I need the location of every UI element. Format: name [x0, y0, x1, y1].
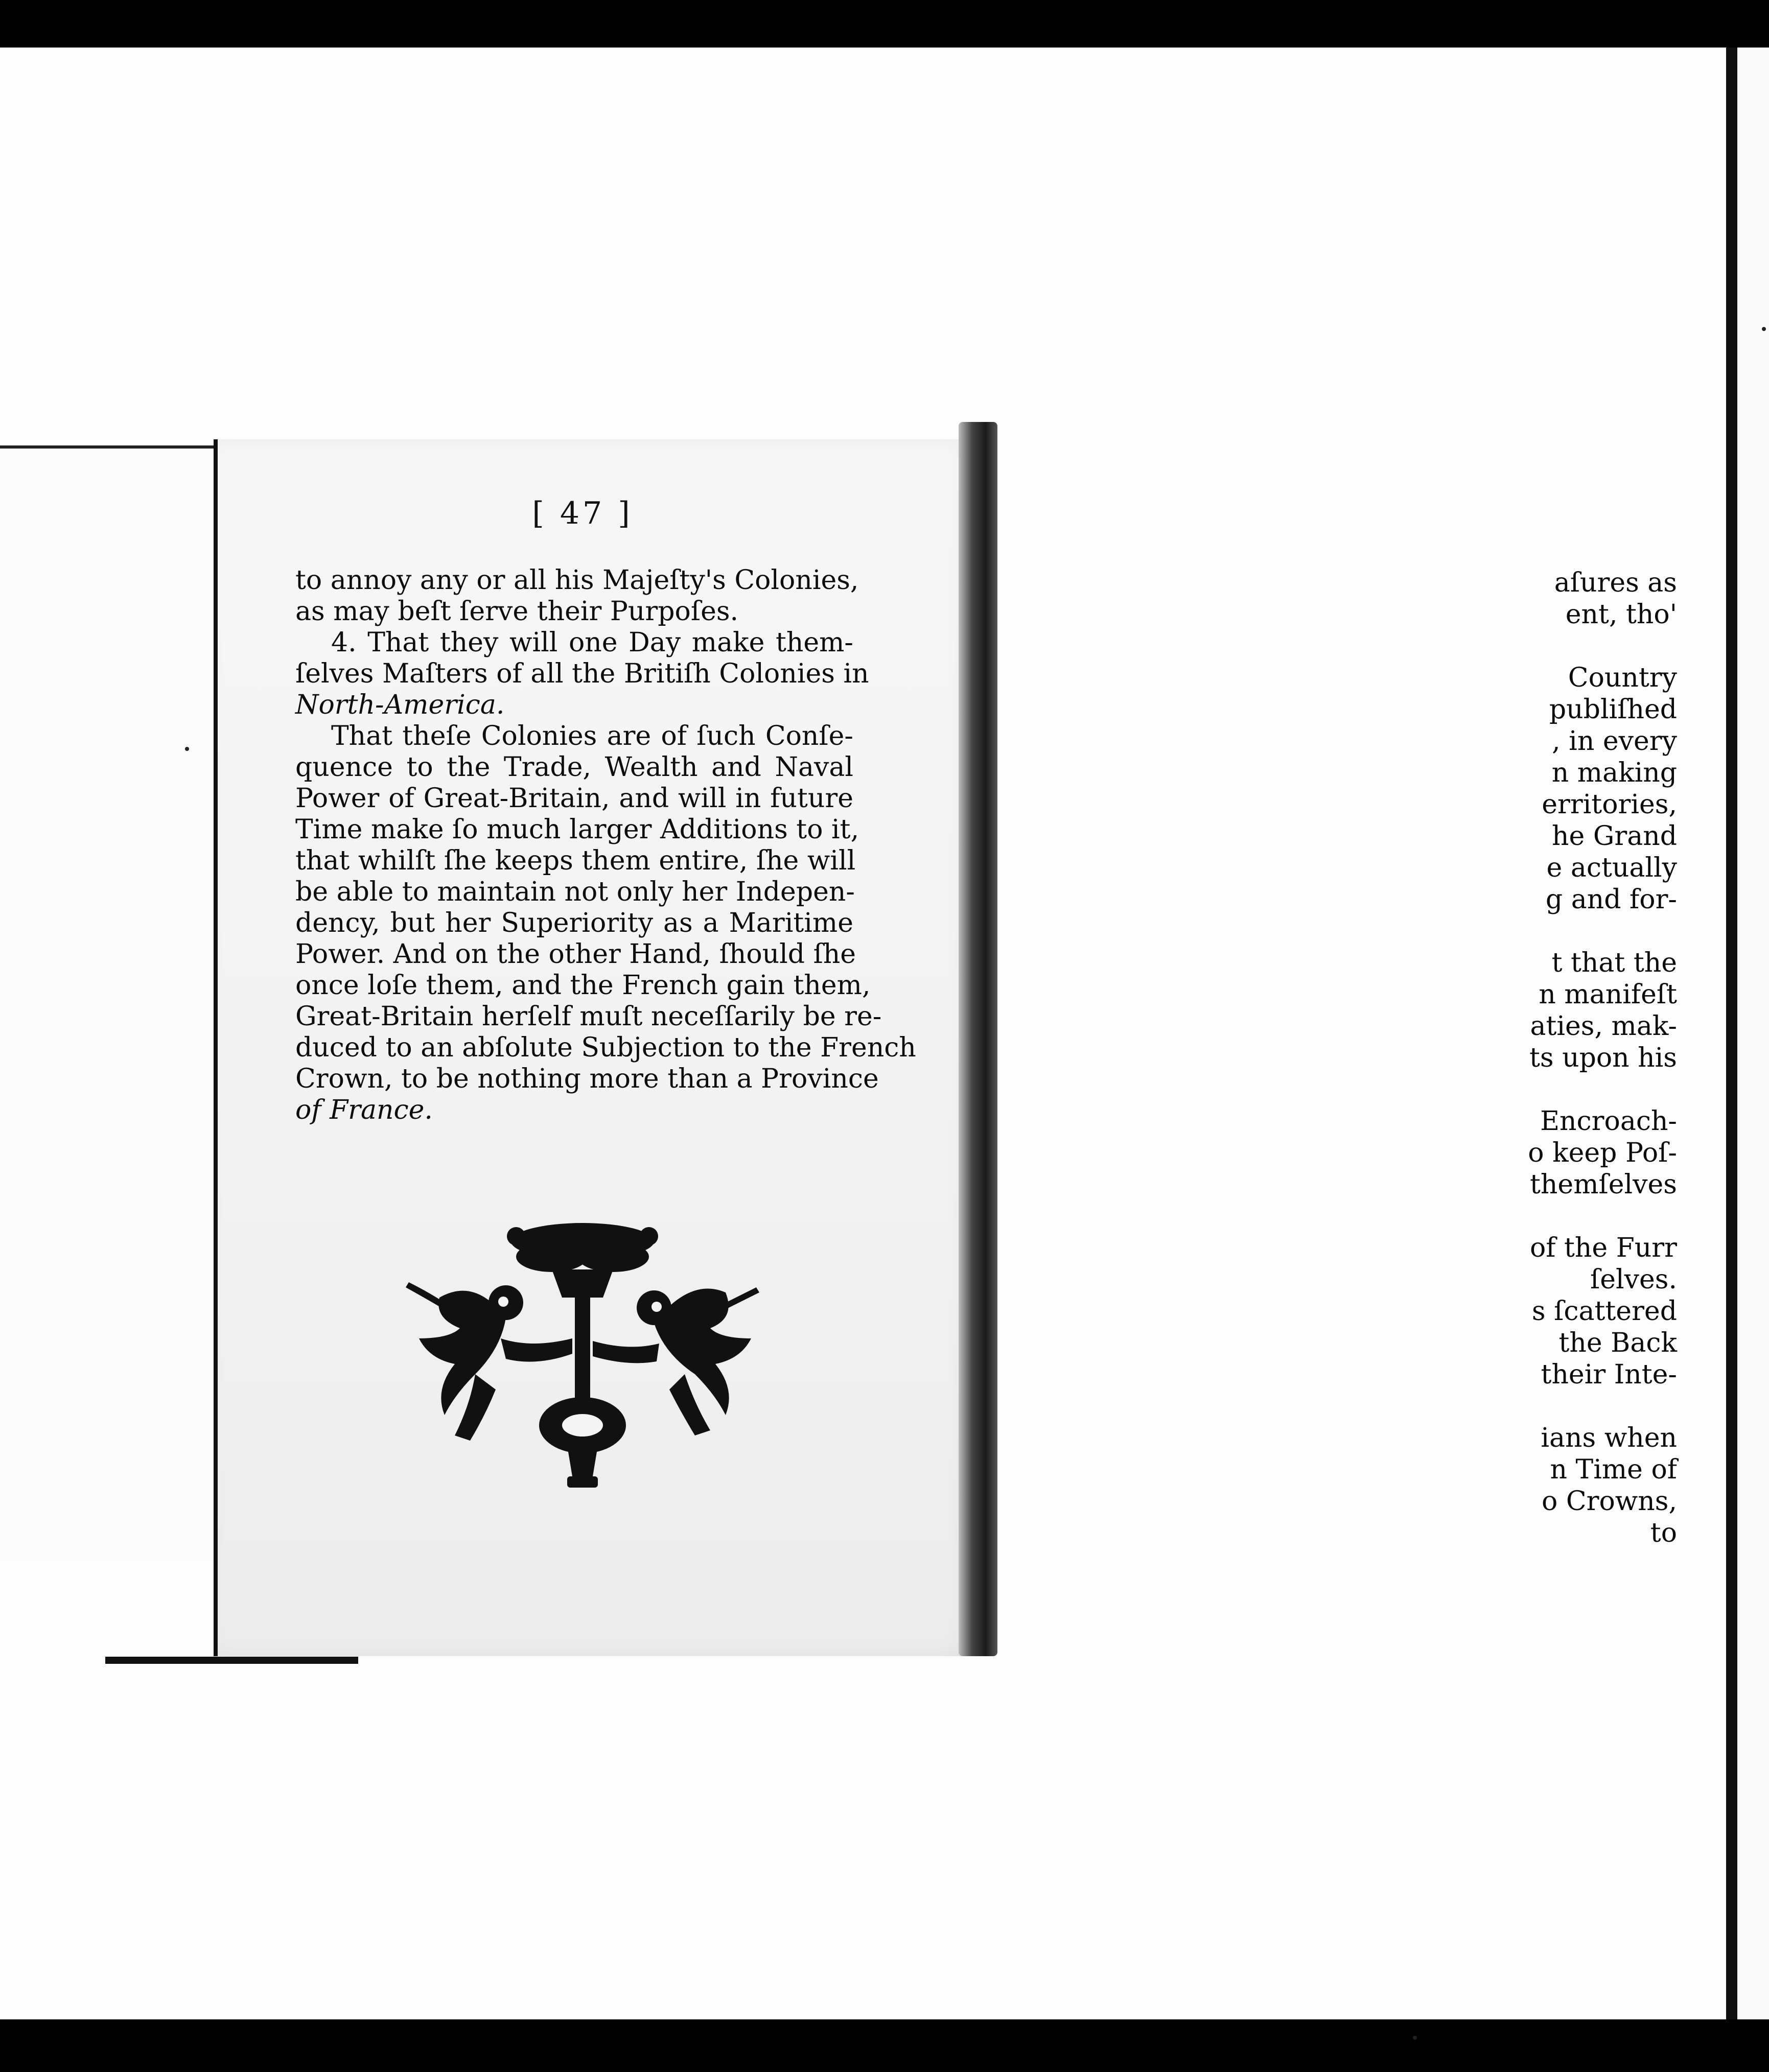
left-line: to [1650, 1518, 1677, 1548]
body-text [295, 565, 916, 1126]
cherubs-with-flower-basket-ornament-icon [399, 1221, 766, 1497]
left-line: n manifeſt [1539, 979, 1677, 1010]
left-page [0, 445, 225, 1558]
left-line: Country [1568, 663, 1677, 693]
frame-edge [1726, 48, 1737, 2019]
text-line: Power of Great-Britain, and will in future [295, 783, 853, 814]
left-line: Encroach- [1540, 1106, 1677, 1137]
left-line: ent, tho' [1565, 599, 1677, 630]
left-line [1462, 915, 1677, 947]
text-line: Time make ſo much larger Additions to it, [295, 814, 859, 845]
page-edge [959, 422, 997, 1656]
text-line: to annoy any or all his Majeſty's Colonies, [295, 565, 859, 596]
text-line: duced to an abſolute Subjection to the French [295, 1032, 916, 1063]
left-line: o keep Poſ- [1528, 1138, 1677, 1168]
text-line: as may beſt ſerve their Purpoſes. [295, 596, 739, 627]
left-line: ians when [1541, 1423, 1677, 1453]
text-line: That theſe Colonies are of ſuch Conſe- [331, 721, 853, 751]
left-line: n making [1551, 758, 1677, 788]
left-line: publiſhed [1549, 694, 1677, 725]
scan-speck [1762, 327, 1766, 331]
text-line: 4. That they will one Day make them- [331, 627, 853, 658]
left-line: aſures as [1554, 568, 1677, 598]
left-line: erritories, [1542, 789, 1677, 820]
text-line: that whilſt ſhe keeps them entire, ſhe will [295, 845, 856, 876]
left-line: their Inte- [1541, 1359, 1677, 1390]
left-line: t that the [1551, 948, 1677, 978]
left-line: ts upon his [1529, 1043, 1677, 1073]
left-line: o Crowns, [1541, 1486, 1677, 1517]
left-line: s ſcattered [1531, 1296, 1677, 1327]
left-line: n Time of [1550, 1454, 1677, 1485]
text-line: Crown, to be nothing more than a Province [295, 1064, 879, 1094]
text-line: dency, but her Superiority as a Maritime [295, 908, 853, 938]
left-line: , in every [1552, 726, 1677, 757]
text-line: of France. [295, 1095, 433, 1125]
left-page-shadow [105, 1657, 358, 1664]
text-line: Power. And on the other Hand, ſhould ſhe [295, 939, 856, 970]
left-line [1462, 1200, 1677, 1232]
left-line [1462, 1391, 1677, 1422]
text-line: ſelves Maſters of all the Britiſh Colonies in [295, 658, 869, 689]
left-line: of the Furr [1529, 1233, 1677, 1263]
text-line: North-America. [295, 690, 505, 720]
text-line: Great-Britain herſelf muſt neceſſarily be re- [295, 1001, 882, 1032]
left-line: he Grand [1552, 821, 1677, 852]
left-page-text [1462, 567, 1677, 1549]
text-line: quence to the Trade, Wealth and Naval [295, 752, 853, 783]
left-line: the Back [1558, 1328, 1677, 1358]
left-line: aties, mak- [1530, 1011, 1677, 1042]
right-margin [1737, 48, 1769, 2019]
text-line: once loſe them, and the French gain them, [295, 970, 871, 1001]
page-number: [ 47 ] [532, 496, 633, 531]
left-line [1462, 1074, 1677, 1105]
left-line: themſelves [1530, 1169, 1677, 1200]
scan-speck [185, 747, 189, 751]
left-line: ſelves. [1590, 1264, 1677, 1295]
text-line: be able to maintain not only her Indepen- [295, 877, 855, 907]
left-line [1462, 630, 1677, 662]
left-line: e actually [1546, 853, 1677, 883]
scan-speck [1413, 2036, 1417, 2040]
left-line: g and for- [1545, 884, 1677, 915]
